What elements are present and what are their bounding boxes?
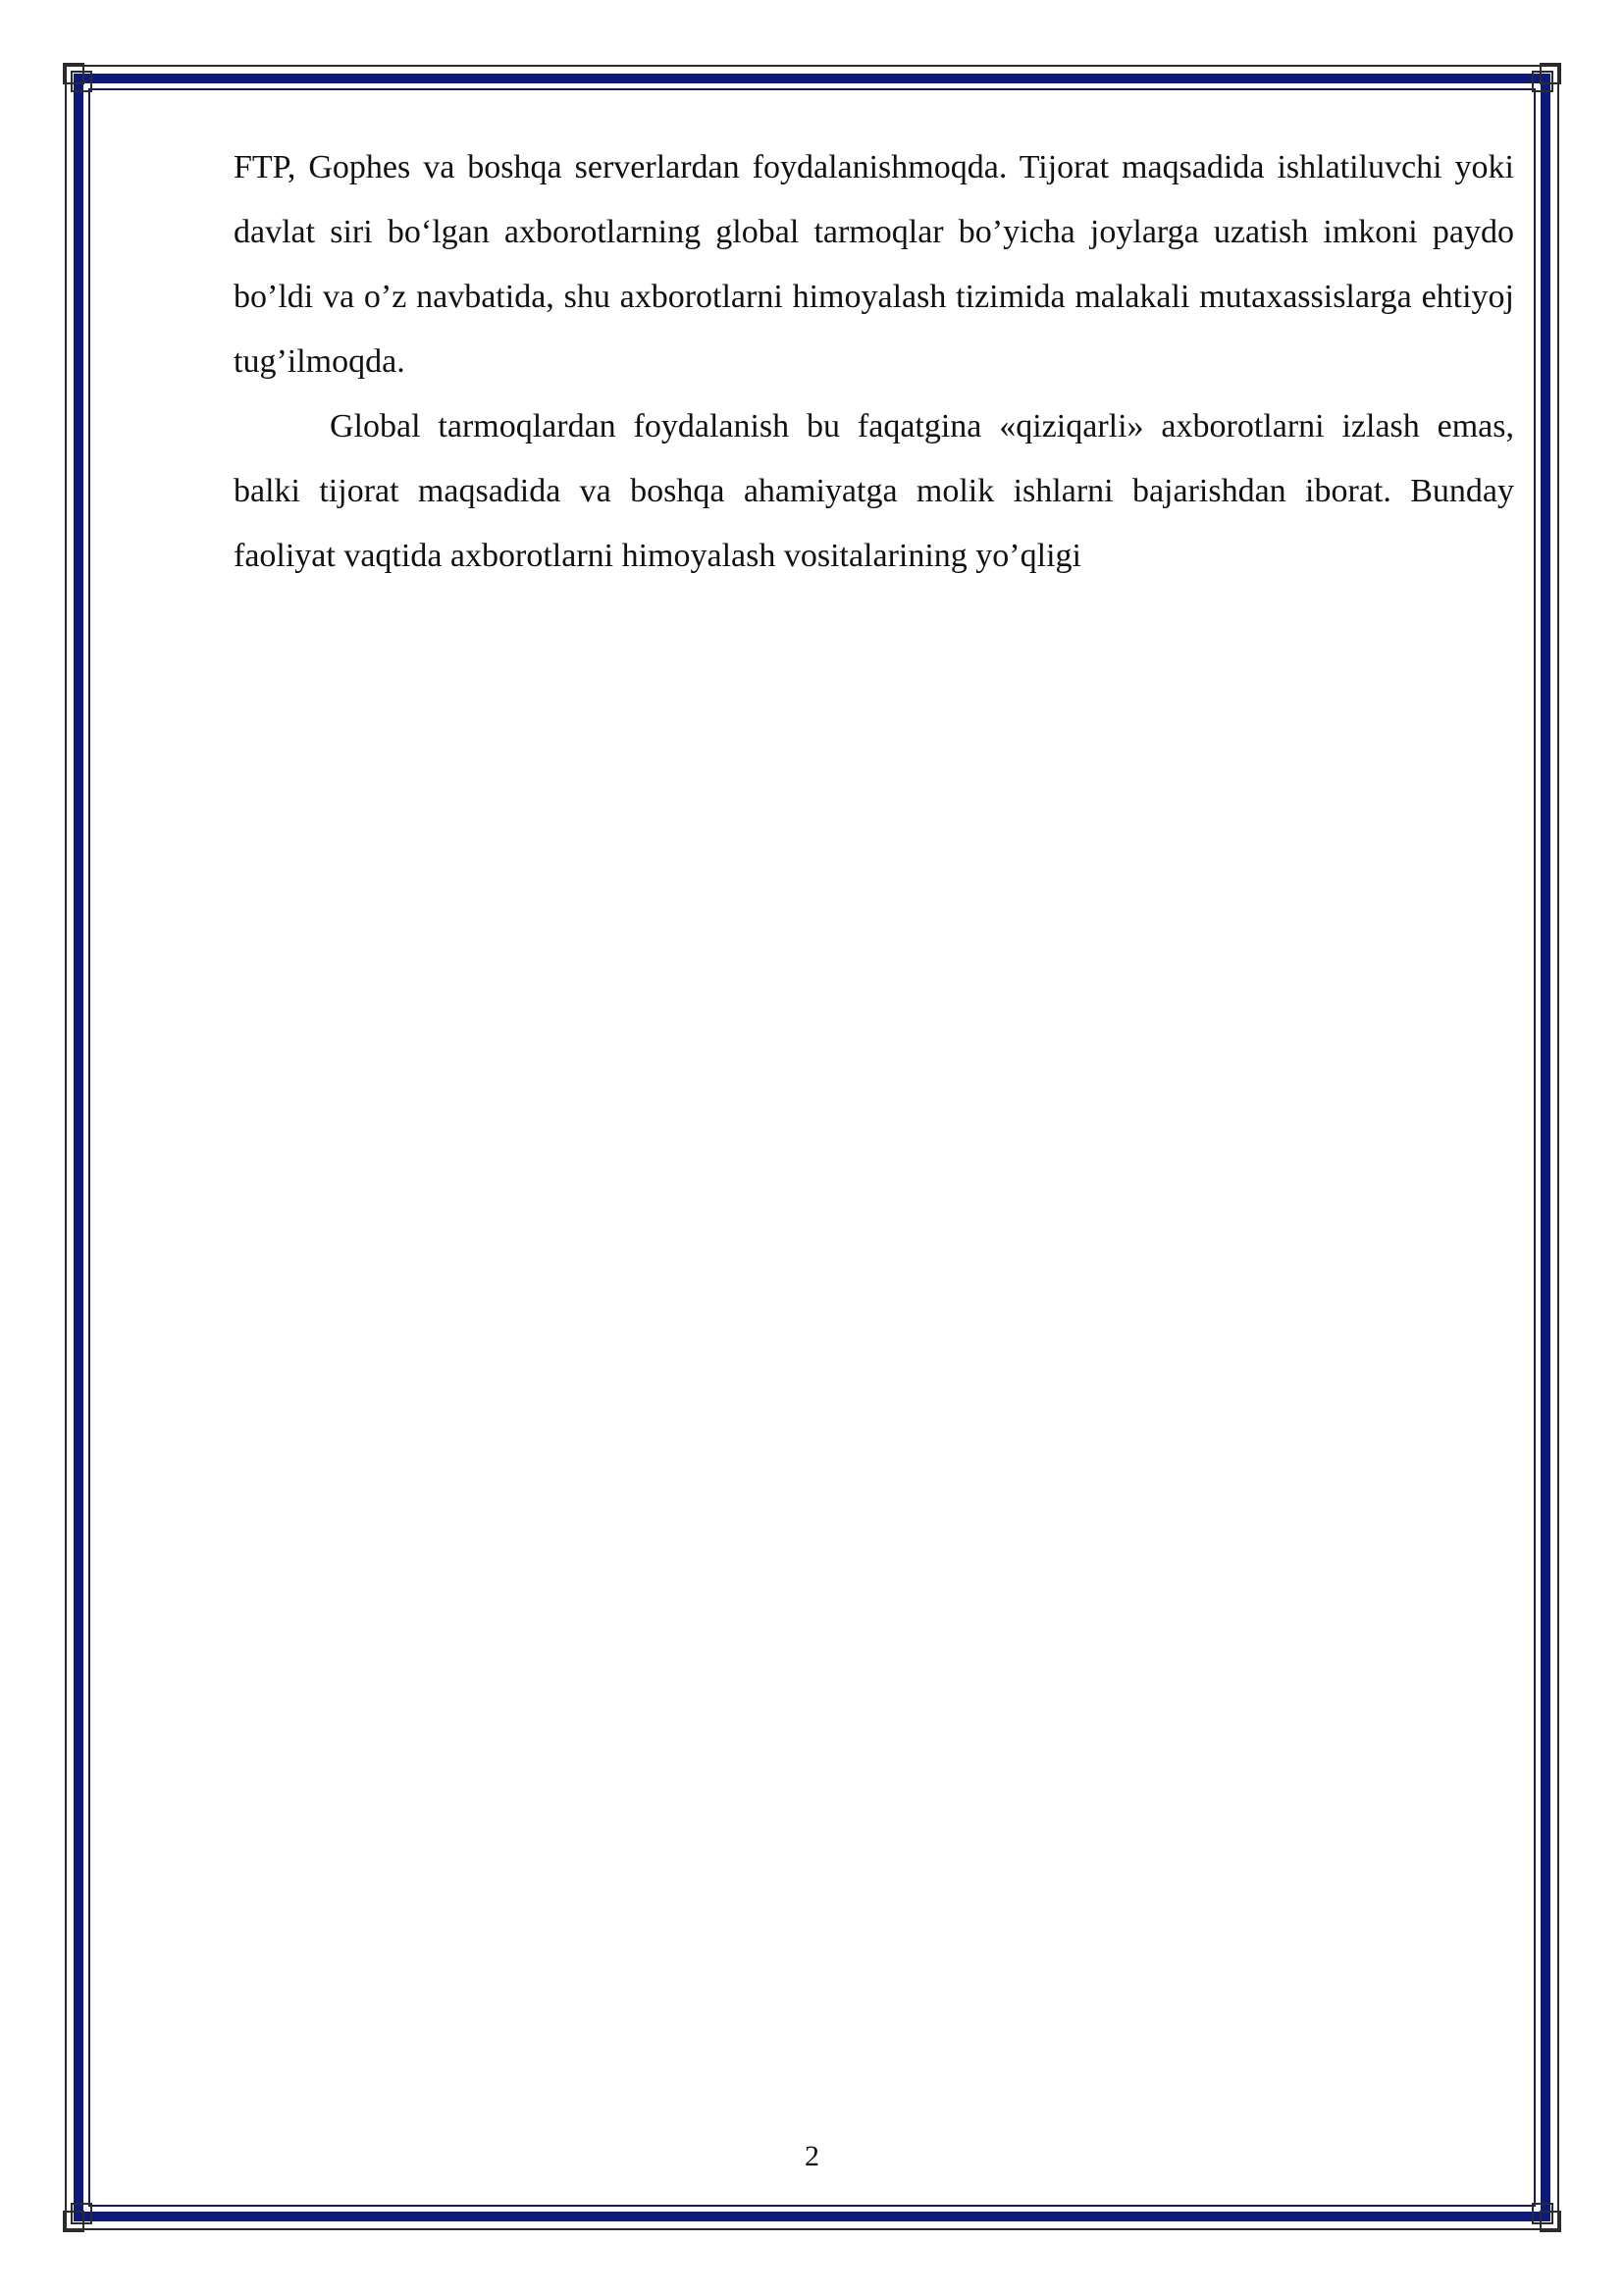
corner-ornament-top-left [63, 63, 92, 92]
page-number: 2 [805, 2140, 819, 2172]
paragraph-continued: FTP, Gophes va boshqa serverlardan foydalanishmoqda. Tijorat maqsadida ishlatiluvchi yoki davlat siri bo‘lgan axborotlarning global tarmoqlar bo’yicha joylarga uzatish imkoni paydo bo’ldi va o’z navbatida, shu axborotlarni himoyalash tizimida malakali mutaxassislarga ehtiyoj tug’ilmoqda. [234, 149, 1514, 380]
corner-ornament-top-right [1532, 63, 1561, 92]
paragraph: Global tarmoqlardan foydalanish bu faqatgina «qiziqarli» axborotlarni izlash emas, balki tijorat maqsadida va boshqa ahamiyatga molik ishlarni bajarishdan iborat. Bunday faoliyat vaqtida axborotlarni himoyalash vositalarining yo’qligi [234, 408, 1514, 574]
body-text [234, 135, 1514, 589]
corner-ornament-bottom-left [63, 2203, 92, 2232]
corner-ornament-bottom-right [1532, 2203, 1561, 2232]
